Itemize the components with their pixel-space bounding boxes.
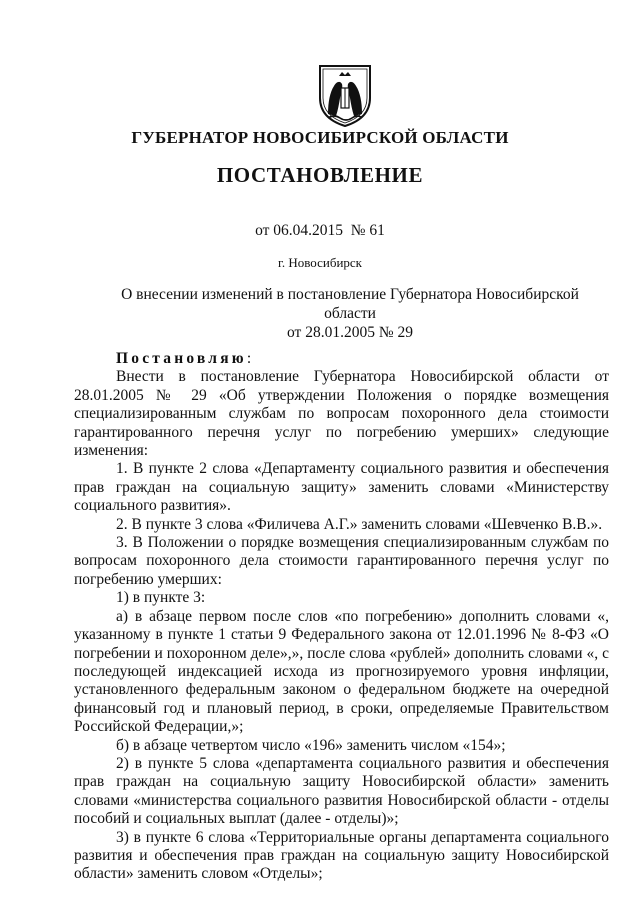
body-paragraph: 2) в пункте 5 слова «департамента социального развития и обеспечения прав граждан на социальную защиту Новосибирской области» заменить словами «министерства социального развития Новосибирской области - отделы пособий и социальных выплат (далее - отделы)»; [74, 754, 609, 828]
subject-line-1: О внесении изменений в постановление Губернатора Новосибирской области [121, 286, 579, 322]
body-paragraph: 2. В пункте 3 слова «Филичева А.Г.» заменить словами «Шевченко В.В.». [116, 515, 603, 533]
issuing-authority: ГУБЕРНАТОР НОВОСИБИРСКОЙ ОБЛАСТИ [131, 128, 509, 147]
body-paragraph: 1. В пункте 2 слова «Департаменту социального развития и обеспечения прав граждан на социальную защиту» заменить словами «Министерству социального развития». [74, 460, 609, 515]
body-paragraph: 3) в пункте 6 слова «Территориальные органы департамента социального развития и обеспечения прав граждан на социальную защиту Новосибирской области» заменить словом «Отделы»; [74, 828, 609, 883]
body-paragraph: б) в абзаце четвертом число «196» заменить числом «154»; [116, 736, 506, 754]
body-paragraph: а) в абзаце первом после слов «по погребению» дополнить словами «, указанному в пункте 1 статьи 9 Федерального закона от 12.01.1996 № 8-ФЗ «О погребении и похоронном деле»,», после слова «рублей» дополнить словами «, с последующей индексацией исхода из прогнозируемого уровня инфляции, установленного федеральным законом о федеральном бюджете на очередной финансовый год и плановый период, в сроки, определяемые Правительством Российской Федерации,»; [74, 607, 609, 736]
document-body [74, 350, 609, 884]
subject-line-2: от 28.01.2005 № 29 [287, 324, 413, 341]
body-paragraph: 3. В Положении о порядке возмещения специализированным службам по вопросам похоронного дела стоимости гарантированного перечня услуг по погребению умерших: [74, 534, 609, 588]
document-subject [100, 285, 600, 342]
resolve-colon: : [246, 350, 252, 367]
document-type: ПОСТАНОВЛЕНИЕ [216, 163, 424, 187]
resolve-word: Постановляю [116, 350, 247, 367]
document-date-number: от 06.04.2015 № 61 [255, 222, 385, 239]
document-city: г. Новосибирск [277, 255, 362, 270]
resolve-heading [74, 350, 609, 368]
coat-of-arms-emblem [314, 62, 376, 128]
body-paragraph: 1) в пункте 3: [116, 589, 206, 607]
body-paragraph: Внести в постановление Губернатора Новосибирской области от 28.01.2005 № 29 «Об утверждении Положения о порядке возмещения специализированным службам по вопросам похоронного дела стоимости гарантированного перечня услуг по погребению умерших» следующие изменения: [74, 368, 609, 460]
